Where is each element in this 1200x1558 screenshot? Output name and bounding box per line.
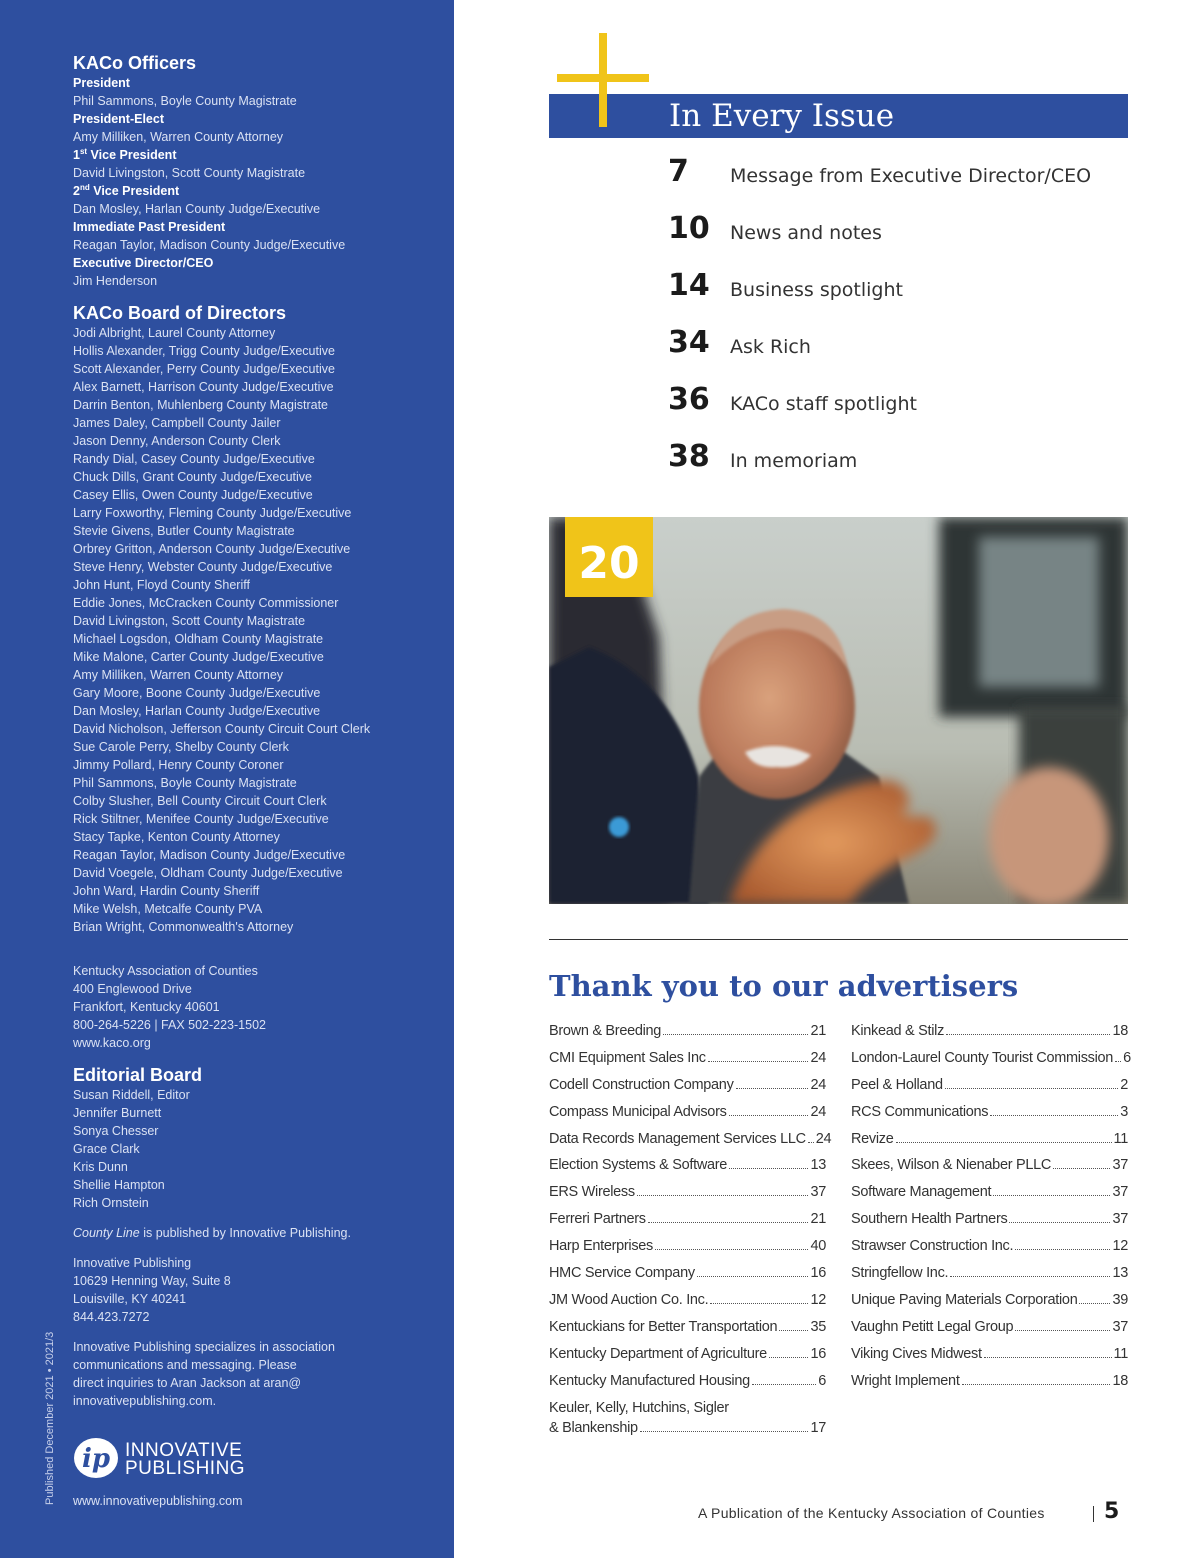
advertiser-page: 37	[1112, 1184, 1128, 1201]
cross-decoration-vertical	[599, 33, 607, 127]
leader-dots	[1015, 1249, 1110, 1250]
advertiser-item[interactable]	[549, 1104, 826, 1131]
issue-title: In Every Issue	[669, 98, 895, 134]
publisher-blurb-line: communications and messaging. Please	[73, 1358, 297, 1372]
board-member: Chuck Dills, Grant County Judge/Executive	[73, 470, 312, 484]
publisher-address-line: 844.423.7272	[73, 1310, 150, 1324]
issue-item-page: 34	[668, 325, 710, 360]
officer-role: Executive Director/CEO	[73, 256, 214, 270]
advertiser-item[interactable]	[851, 1211, 1128, 1238]
advertiser-item[interactable]	[851, 1373, 1128, 1400]
board-member: Darrin Benton, Muhlenberg County Magistrate	[73, 398, 328, 412]
advertiser-name: Data Records Management Services LLC	[549, 1130, 806, 1147]
officer-role-suffix: st	[79, 146, 88, 156]
advertiser-name: Software Management	[851, 1184, 992, 1201]
spacer	[73, 1212, 443, 1224]
advertiser-item[interactable]	[549, 1211, 826, 1238]
board-member: Steve Henry, Webster County Judge/Executive	[73, 560, 333, 574]
leader-dots	[962, 1384, 1111, 1385]
advertiser-item[interactable]	[549, 1077, 826, 1104]
advertiser-item[interactable]	[549, 1373, 826, 1400]
board-member: Michael Logsdon, Oldham County Magistrate	[73, 632, 324, 646]
advertiser-page: 37	[810, 1184, 826, 1201]
leader-dots	[1053, 1168, 1110, 1169]
issue-item-label: In memoriam	[730, 450, 858, 472]
advertiser-page: 37	[1112, 1157, 1128, 1174]
publisher-address-line: 10629 Henning Way, Suite 8	[73, 1274, 231, 1288]
advertiser-item[interactable]	[851, 1265, 1128, 1292]
board-member: Alex Barnett, Harrison County Judge/Executive	[73, 380, 334, 394]
advertiser-item[interactable]	[549, 1319, 826, 1346]
issue-item[interactable]	[668, 380, 1128, 437]
advertiser-name: Kinkead & Stilz	[851, 1023, 945, 1039]
issue-item-label: Message from Executive Director/CEO	[730, 165, 1092, 187]
board-member: Jason Denny, Anderson County Clerk	[73, 434, 281, 448]
publisher-address-line: Innovative Publishing	[73, 1256, 192, 1270]
advertiser-page: 12	[1112, 1238, 1128, 1255]
advertisers-divider	[549, 939, 1128, 940]
advertiser-item[interactable]	[851, 1319, 1128, 1346]
issue-item-page: 10	[668, 211, 710, 246]
leader-dots	[697, 1276, 809, 1277]
advertiser-name: Kentuckians for Better Transportation	[549, 1318, 778, 1335]
magazine-name: County Line	[73, 1226, 140, 1240]
officer-role-title: Vice President	[89, 184, 180, 198]
board-member: Mike Malone, Carter County Judge/Executive	[73, 650, 324, 664]
board-member: Hollis Alexander, Trigg County Judge/Executive	[73, 344, 335, 358]
leader-dots	[736, 1088, 809, 1089]
advertiser-name: JM Wood Auction Co. Inc.	[549, 1291, 709, 1308]
advertiser-name: Strawser Construction Inc.	[851, 1238, 1014, 1255]
board-member: Scott Alexander, Perry County Judge/Executive	[73, 362, 335, 376]
advertisers-title: Thank you to our advertisers	[549, 969, 1019, 1003]
board-member: Gary Moore, Boone County Judge/Executive	[73, 686, 321, 700]
officer-name: Jim Henderson	[73, 274, 158, 288]
leader-dots	[729, 1115, 809, 1116]
footer-divider	[1093, 1506, 1094, 1522]
feature-page-number[interactable]: 20	[578, 538, 640, 589]
advertiser-item[interactable]	[549, 1157, 826, 1184]
advertiser-item[interactable]	[851, 1157, 1128, 1184]
board-member: James Daley, Campbell County Jailer	[73, 416, 281, 430]
innovative-publishing-logo	[73, 1436, 293, 1480]
officer-role-number: 2	[73, 184, 80, 198]
advertiser-name: Election Systems & Software	[549, 1157, 728, 1174]
officer-name: Dan Mosley, Harlan County Judge/Executive	[73, 202, 321, 216]
advertiser-item[interactable]	[549, 1023, 826, 1050]
board-member: David Voegele, Oldham County Judge/Executive	[73, 866, 343, 880]
issue-contents-list	[668, 152, 1128, 494]
advertiser-page: 37	[1112, 1211, 1128, 1228]
advertiser-page: 11	[1113, 1345, 1128, 1362]
leader-dots	[655, 1249, 808, 1250]
advertiser-item[interactable]	[549, 1265, 826, 1292]
board-member: Colby Slusher, Bell County Circuit Court Clerk	[73, 794, 327, 808]
leader-dots	[946, 1034, 1110, 1035]
officer-role-number: 1	[73, 148, 80, 162]
advertiser-item[interactable]	[851, 1104, 1128, 1131]
advertiser-page: 6	[1123, 1049, 1131, 1066]
advertiser-page: 12	[810, 1291, 826, 1308]
published-by-text: is published by Innovative Publishing.	[139, 1226, 351, 1240]
advertiser-page: 24	[810, 1076, 826, 1093]
advertiser-item[interactable]	[851, 1077, 1128, 1104]
issue-item-page: 36	[668, 382, 710, 417]
advertiser-item[interactable]	[851, 1049, 1131, 1077]
publisher-blurb-line: Innovative Publishing specializes in association	[73, 1340, 335, 1354]
advertiser-name: Kentucky Manufactured Housing	[549, 1372, 750, 1389]
leader-dots	[710, 1303, 808, 1304]
leader-dots	[1009, 1222, 1110, 1223]
advertiser-name: Harp Enterprises	[549, 1238, 653, 1255]
leader-dots	[752, 1384, 816, 1385]
board-member: Casey Ellis, Owen County Judge/Executive	[73, 488, 313, 502]
advertiser-item[interactable]	[851, 1346, 1128, 1373]
publisher-url-link[interactable]: www.innovativepublishing.com	[73, 1494, 243, 1508]
advertiser-name-line-2: & Blankenship	[549, 1420, 638, 1437]
issue-item-page: 38	[668, 439, 710, 474]
board-member: David Livingston, Scott County Magistrate	[73, 614, 306, 628]
officer-name: Phil Sammons, Boyle County Magistrate	[73, 94, 297, 108]
advertiser-item[interactable]	[851, 1184, 1128, 1211]
leader-dots	[945, 1088, 1119, 1089]
editorial-member: Rich Ornstein	[73, 1196, 149, 1210]
officer-role	[73, 146, 443, 164]
officer-role: President-Elect	[73, 112, 165, 126]
issue-item-page: 7	[668, 154, 689, 189]
officer-role: Immediate Past President	[73, 220, 226, 234]
sidebar	[0, 0, 454, 1558]
advertiser-name: Vaughn Petitt Legal Group	[851, 1318, 1014, 1335]
board-member: Reagan Taylor, Madison County Judge/Executive	[73, 848, 346, 862]
advertiser-name: Kentucky Department of Agriculture	[549, 1345, 767, 1362]
footer-publication-text: A Publication of the Kentucky Association of Counties	[698, 1505, 1045, 1521]
board-member: Larry Foxworthy, Fleming County Judge/Executive	[73, 506, 352, 520]
officers-heading: KACo Officers	[73, 53, 197, 73]
kaco-address-line[interactable]: www.kaco.org	[73, 1036, 151, 1050]
advertisers-list-left	[549, 1023, 832, 1439]
editorial-member: Sonya Chesser	[73, 1124, 159, 1138]
advertiser-name: Skees, Wilson & Nienaber PLLC	[851, 1157, 1052, 1174]
leader-dots	[950, 1276, 1110, 1277]
kaco-address-line: Frankfort, Kentucky 40601	[73, 1000, 220, 1014]
advertiser-item[interactable]	[549, 1050, 826, 1077]
publisher-blurb-line: innovativepublishing.com.	[73, 1394, 217, 1408]
advertiser-page: 11	[1113, 1130, 1128, 1147]
leader-dots	[990, 1115, 1118, 1116]
advertiser-page: 39	[1112, 1291, 1128, 1308]
issue-item[interactable]	[668, 437, 1128, 494]
board-member: Mike Welsh, Metcalfe County PVA	[73, 902, 263, 916]
editorial-member: Susan Riddell, Editor	[73, 1088, 190, 1102]
board-member: Stacy Tapke, Kenton County Attorney	[73, 830, 280, 844]
advertiser-name: Ferreri Partners	[549, 1211, 646, 1228]
advertiser-page: 40	[810, 1238, 826, 1255]
advertiser-name: Viking Cives Midwest	[851, 1345, 982, 1362]
board-member: Jimmy Pollard, Henry County Coroner	[73, 758, 284, 772]
leader-dots	[637, 1195, 809, 1196]
advertiser-item[interactable]	[549, 1346, 826, 1373]
board-member: John Ward, Hardin County Sheriff	[73, 884, 260, 898]
advertiser-item[interactable]	[549, 1399, 826, 1439]
advertiser-item[interactable]	[851, 1131, 1128, 1158]
spacer	[73, 290, 443, 302]
officer-name: Reagan Taylor, Madison County Judge/Executive	[73, 238, 346, 252]
advertiser-name: Wright Implement	[851, 1372, 960, 1389]
board-member: Stevie Givens, Butler County Magistrate	[73, 524, 295, 538]
advertiser-name: Keuler, Kelly, Hutchins, Sigler	[549, 1400, 729, 1417]
officer-name: Amy Milliken, Warren County Attorney	[73, 130, 284, 144]
publisher-blurb-line: direct inquiries to Aran Jackson at aran@	[73, 1376, 302, 1390]
advertiser-page: 3	[1120, 1103, 1128, 1120]
advertiser-name: Peel & Holland	[851, 1076, 943, 1093]
officer-role-suffix: nd	[79, 182, 90, 192]
kaco-address-line: 400 Englewood Drive	[73, 982, 192, 996]
advertiser-page: 18	[1112, 1023, 1128, 1039]
board-member: Sue Carole Perry, Shelby County Clerk	[73, 740, 289, 754]
advertiser-name: Stringfellow Inc.	[851, 1265, 949, 1282]
board-member: Brian Wright, Commonwealth's Attorney	[73, 920, 294, 934]
board-heading: KACo Board of Directors	[73, 303, 287, 323]
board-member: John Hunt, Floyd County Sheriff	[73, 578, 250, 592]
leader-dots	[1115, 1061, 1121, 1062]
advertiser-name: Unique Paving Materials Corporation	[851, 1291, 1078, 1308]
leader-dots	[663, 1034, 808, 1035]
sidebar-content	[73, 52, 443, 1410]
board-member: Randy Dial, Casey County Judge/Executive	[73, 452, 315, 466]
advertiser-page: 18	[1112, 1372, 1128, 1389]
board-member: Orbrey Gritton, Anderson County Judge/Executive	[73, 542, 351, 556]
issue-item[interactable]	[668, 152, 1128, 209]
advertiser-item[interactable]	[549, 1184, 826, 1211]
leader-dots	[1079, 1303, 1110, 1304]
logo-line-1: INNOVATIVE	[125, 1440, 243, 1461]
advertiser-page: 13	[1112, 1265, 1128, 1282]
spacer	[73, 1242, 443, 1254]
footer-page-number: 5	[1104, 1499, 1120, 1524]
issue-item-label: Business spotlight	[730, 279, 903, 301]
board-member: David Nicholson, Jefferson County Circuit Court Clerk	[73, 722, 371, 736]
advertiser-page: 13	[810, 1157, 826, 1174]
board-member: Jodi Albright, Laurel County Attorney	[73, 326, 276, 340]
issue-item[interactable]	[668, 209, 1128, 266]
advertiser-page: 24	[815, 1130, 832, 1147]
issue-item[interactable]	[668, 266, 1128, 323]
officer-role	[73, 182, 443, 200]
advertiser-name: ERS Wireless	[549, 1184, 635, 1201]
issue-item[interactable]	[668, 323, 1128, 380]
advertiser-page: 2	[1120, 1076, 1128, 1093]
advertiser-name: CMI Equipment Sales Inc	[549, 1049, 706, 1066]
leader-dots	[769, 1357, 809, 1358]
leader-dots	[993, 1195, 1110, 1196]
advertiser-page: 37	[1112, 1318, 1128, 1335]
editorial-member: Jennifer Burnett	[73, 1106, 162, 1120]
leader-dots	[648, 1222, 809, 1223]
advertiser-item[interactable]	[549, 1292, 826, 1319]
issue-item-label: News and notes	[730, 222, 882, 244]
editorial-heading: Editorial Board	[73, 1065, 203, 1085]
advertiser-item[interactable]	[549, 1130, 832, 1158]
issue-item-page: 14	[668, 268, 710, 303]
leader-dots	[984, 1357, 1112, 1358]
leader-dots	[779, 1330, 808, 1331]
board-member: Eddie Jones, McCracken County Commissioner	[73, 596, 339, 610]
advertiser-page: 21	[810, 1023, 826, 1039]
advertiser-page: 24	[810, 1049, 826, 1066]
advertiser-name-continued	[549, 1419, 826, 1437]
advertiser-page: 17	[810, 1420, 826, 1437]
advertiser-name: RCS Communications	[851, 1103, 989, 1120]
advertiser-name: Codell Construction Company	[549, 1076, 734, 1093]
leader-dots	[640, 1431, 809, 1432]
issue-item-label: KACo staff spotlight	[730, 393, 917, 415]
editorial-member: Kris Dunn	[73, 1160, 128, 1174]
advertiser-page: 24	[810, 1103, 826, 1120]
leader-dots	[1015, 1330, 1110, 1331]
advertiser-item[interactable]	[851, 1023, 1128, 1050]
officer-role-title: Vice President	[87, 148, 177, 162]
advertiser-page: 16	[810, 1265, 826, 1282]
kaco-address-line: Kentucky Association of Counties	[73, 964, 258, 978]
advertiser-name: London-Laurel County Tourist Commission	[851, 1049, 1114, 1066]
spacer	[73, 1326, 443, 1338]
spacer	[73, 1052, 443, 1064]
spacer	[73, 936, 443, 962]
board-member: Phil Sammons, Boyle County Magistrate	[73, 776, 297, 790]
leader-dots	[896, 1142, 1112, 1143]
advertiser-page: 35	[810, 1318, 826, 1335]
issue-item-label: Ask Rich	[730, 336, 811, 358]
advertiser-page: 6	[818, 1372, 826, 1389]
leader-dots	[708, 1061, 809, 1062]
board-member: Dan Mosley, Harlan County Judge/Executive	[73, 704, 321, 718]
advertiser-name: Compass Municipal Advisors	[549, 1103, 727, 1120]
leader-dots	[808, 1142, 814, 1143]
advertiser-name: Southern Health Partners	[851, 1211, 1008, 1228]
logo-line-2: PUBLISHING	[125, 1458, 246, 1479]
board-member: Amy Milliken, Warren County Attorney	[73, 668, 284, 682]
advertiser-name: Brown & Breeding	[549, 1023, 662, 1039]
logo-mark: ip	[81, 1444, 111, 1474]
officer-role: President	[73, 76, 130, 90]
officer-name: David Livingston, Scott County Magistrate	[73, 166, 306, 180]
advertiser-name: HMC Service Company	[549, 1265, 695, 1282]
board-member: Rick Stiltner, Menifee County Judge/Executive	[73, 812, 329, 826]
advertisers-list-right	[851, 1023, 1131, 1399]
advertiser-item[interactable]	[549, 1238, 826, 1265]
leader-dots	[729, 1168, 808, 1169]
editorial-member: Grace Clark	[73, 1142, 140, 1156]
editorial-member: Shellie Hampton	[73, 1178, 165, 1192]
published-by-note	[73, 1224, 443, 1242]
advertiser-page: 16	[810, 1345, 826, 1362]
advertiser-item[interactable]	[851, 1238, 1128, 1265]
advertiser-page: 21	[810, 1211, 826, 1228]
advertiser-item[interactable]	[851, 1292, 1128, 1319]
published-date: Published December 2021 • 2021/3	[44, 1331, 56, 1505]
publisher-address-line: Louisville, KY 40241	[73, 1292, 187, 1306]
kaco-address-line: 800-264-5226 | FAX 502-223-1502	[73, 1018, 266, 1032]
advertiser-name: Revize	[851, 1130, 894, 1147]
